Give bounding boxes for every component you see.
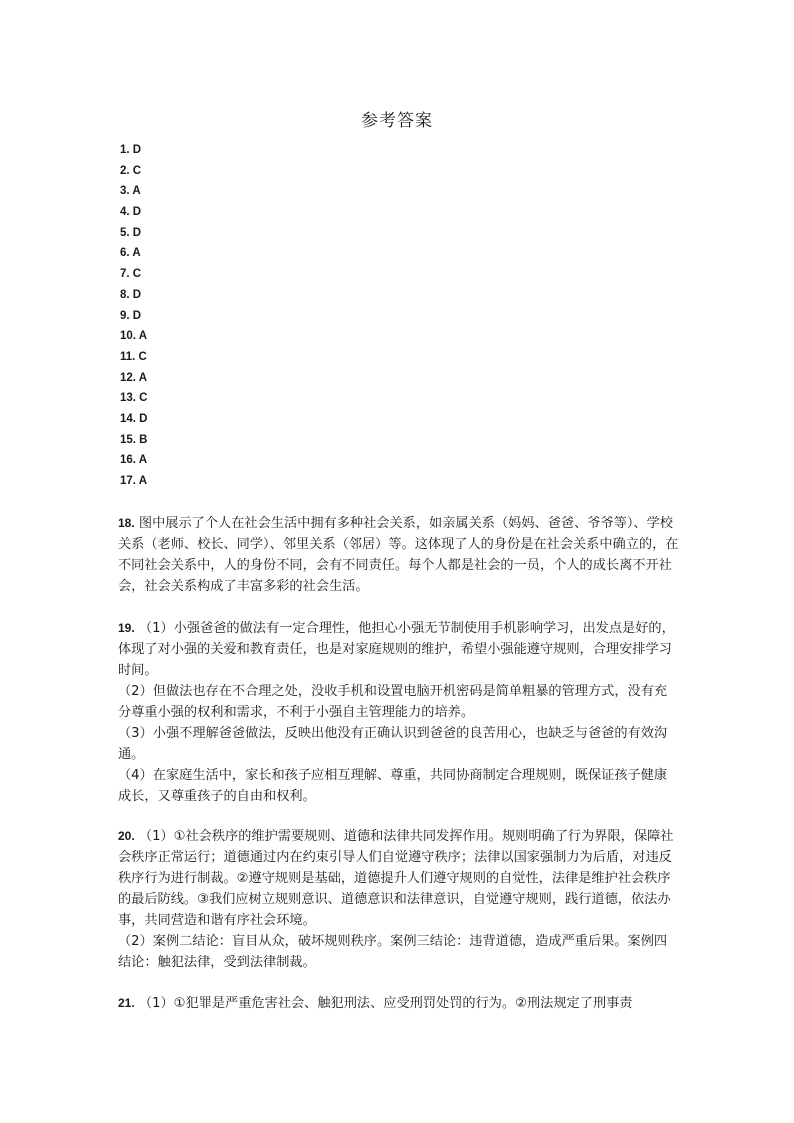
q20-number: 20. <box>118 829 135 843</box>
answer-item: 3. A <box>120 185 141 198</box>
question-19-answer <box>118 618 680 807</box>
q21-number: 21. <box>118 996 135 1010</box>
answer-item: 12. A <box>120 371 148 384</box>
answer-item: 5. D <box>120 226 142 239</box>
q19-paragraph-1 <box>118 618 680 681</box>
q18-text: 图中展示了个人在社会生活中拥有多种社会关系，如亲属关系（妈妈、爸爸、爷爷等）、学校关系（老师、校长、同学）、邻里关系（邻居）等。这体现了人的身份是在社会关系中确立的，在不同社会关系中，人的身份不同，会有不同责任。每个人都是社会的一员，个人的成长离不开社会，社会关系构成了丰富多彩的社会生活。 <box>118 516 679 594</box>
answer-item: 14. D <box>120 412 148 425</box>
q19-number: 19. <box>118 621 135 635</box>
q20-paragraph-2: （2）案例二结论：盲目从众，破坏规则秩序。案例三结论：违背道德，造成严重后果。案例四结论：触犯法律，受到法律制裁。 <box>118 934 668 970</box>
q18-paragraph <box>118 513 680 597</box>
answer-item: 4. D <box>120 206 142 219</box>
q18-number: 18. <box>118 516 135 530</box>
answer-item: 9. D <box>120 309 142 322</box>
answer-item: 10. A <box>120 330 148 343</box>
q19-paragraph-2: （2）但做法也存在不合理之处，没收手机和设置电脑开机密码是简单粗暴的管理方式，没有充分尊重小强的权利和需求，不利于小强自主管理能力的培养。 <box>118 684 668 720</box>
answer-item: 1. D <box>120 144 142 156</box>
answer-item: 15. B <box>120 433 148 446</box>
answer-item: 11. C <box>120 350 147 363</box>
answer-item: 7. C <box>120 268 142 281</box>
q19-paragraph-3: （3）小强不理解爸爸做法，反映出他没有正确认识到爸爸的良苦用心，也缺乏与爸爸的有效沟通。 <box>118 726 668 762</box>
page-title: 参考答案 <box>361 111 433 131</box>
answer-item: 2. C <box>120 164 142 177</box>
question-21-answer <box>118 993 680 1014</box>
q19-text-1: （1）小强爸爸的做法有一定合理性，他担心小强无节制使用手机影响学习，出发点是好的，体现了对小强的关爱和教育责任，也是对家庭规则的维护，希望小强能遵守规则，合理安排学习时间。 <box>118 621 675 678</box>
question-18-answer <box>118 513 680 597</box>
answer-item: 6. A <box>120 247 141 260</box>
answer-item: 17. A <box>120 475 148 487</box>
question-20-answer <box>118 826 680 973</box>
answer-item: 13. C <box>120 392 148 405</box>
q21-paragraph-1 <box>118 993 680 1014</box>
answer-item: 8. D <box>120 288 142 301</box>
q19-paragraph-4: （4）在家庭生活中，家长和孩子应相互理解、尊重，共同协商制定合理规则，既保证孩子健康成长，又尊重孩子的自由和权利。 <box>118 768 668 804</box>
answer-list <box>120 140 148 492</box>
q20-paragraph-1 <box>118 826 680 931</box>
q20-text-1: （1）①社会秩序的维护需要规则、道德和法律共同发挥作用。规则明确了行为界限，保障社会秩序正常运行；道德通过内在约束引导人们自觉遵守秩序；法律以国家强制力为后盾，对违反秩序行为进行制裁。②遵守规则是基础，道德提升人们遵守规则的自觉性，法律是维护社会秩序的最后防线。③我们应树立规则意识、道德意识和法律意识，自觉遵守规则，践行道德，依法办事，共同营造和谐有序社会环境。 <box>118 829 674 928</box>
q21-text-1: （1）①犯罪是严重危害社会、触犯刑法、应受刑罚处罚的行为。②刑法规定了刑事责 <box>134 996 633 1011</box>
answer-item: 16. A <box>120 454 148 467</box>
